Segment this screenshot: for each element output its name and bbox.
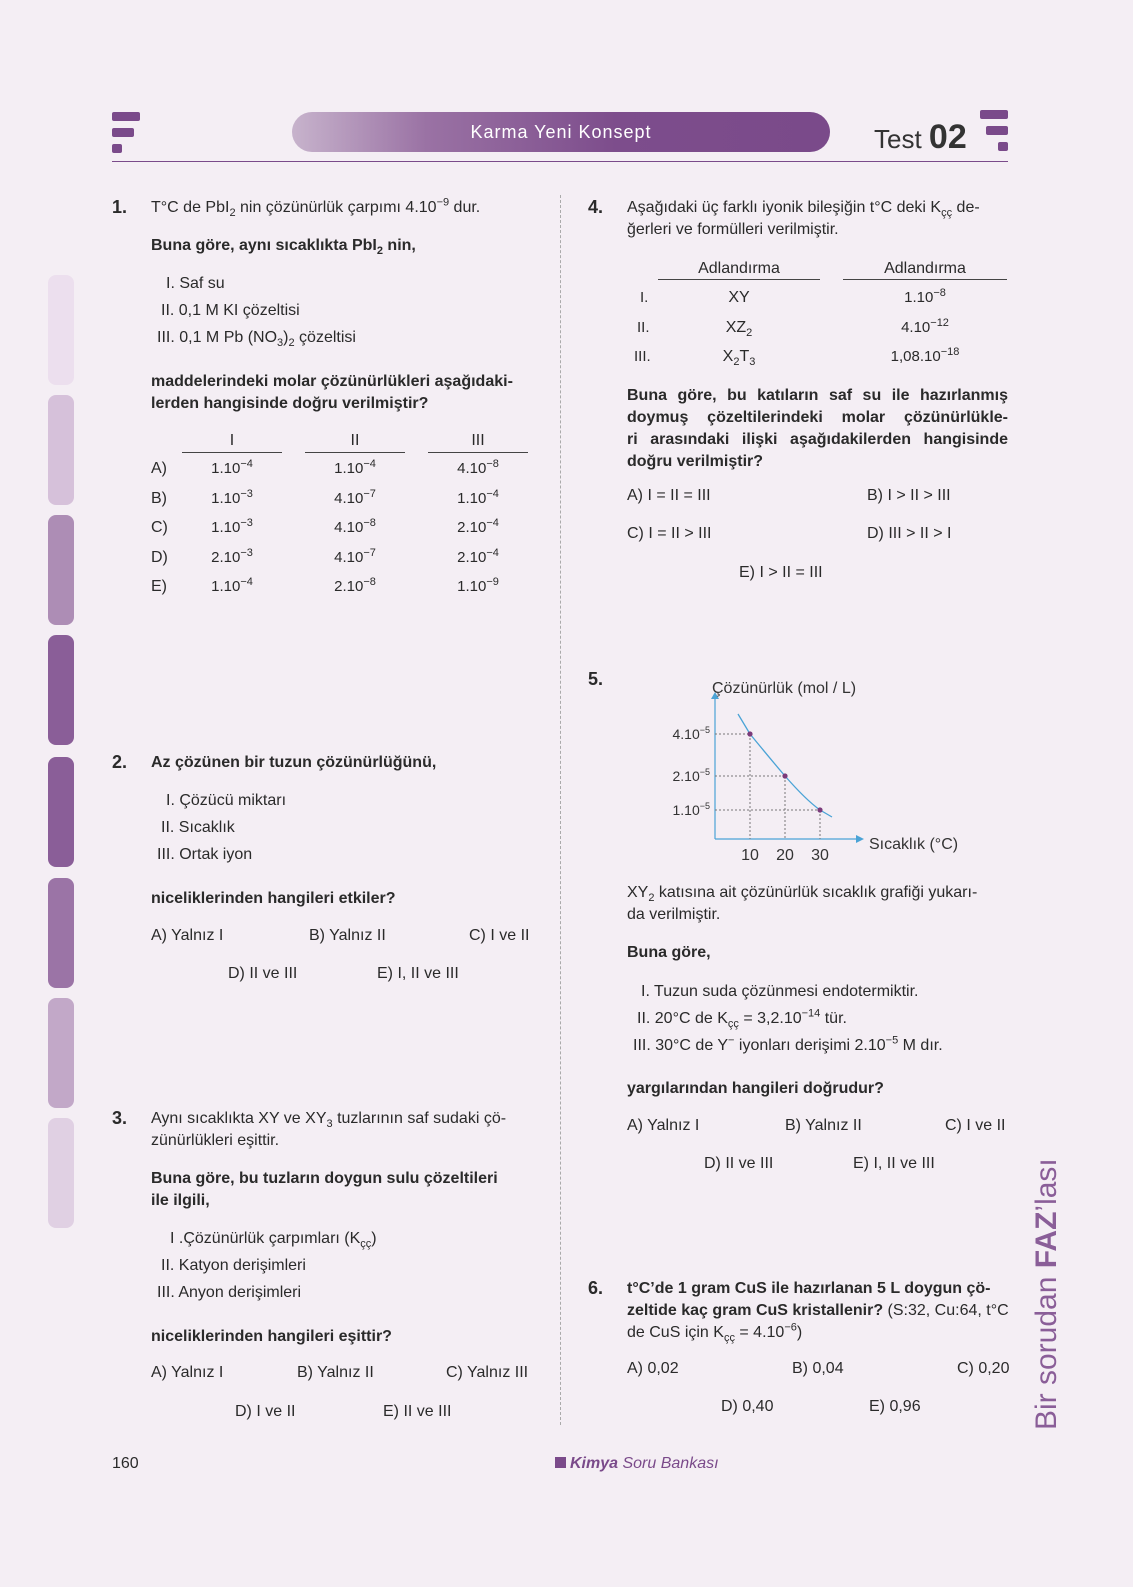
y-tick-exp: −5 [699,801,710,811]
q1-col-II: II [350,432,360,449]
left-header-mark [112,112,140,153]
q5-option-a[interactable]: A) Yalnız I [627,1117,700,1134]
q5-desc-sub: 2 [648,892,655,905]
q4-row-2-f1: 2 [746,327,753,340]
q1-cell [448,487,508,507]
q6-line3-a: de CuS için K [627,1324,724,1341]
q4-row-3-k [843,346,1007,368]
q1-cell-base: 1.10 [211,460,241,477]
q5-option-c[interactable]: C) I ve II [945,1117,1006,1134]
q1-stem-sub: 2 [229,207,236,220]
q1-item3-sub1: 3 [277,337,284,350]
q1-stem-c: dur. [449,199,481,216]
q1-cell [202,460,262,477]
q4-ask-3: ri arasındaki ilişki aşağıdakilerden hangisinde [627,431,1008,448]
q4-col-rule-1 [658,279,820,280]
q1-cell [448,546,508,566]
test-label [874,118,967,157]
x-tick-label: 20 [776,847,794,864]
q4-row-2-k-base: 4.10 [901,319,931,336]
q5-desc [627,882,977,904]
q1-cell-exp: −4 [363,458,376,470]
q4-row-1-formula: XY [728,289,750,306]
q5-item2-c: tür. [820,1010,847,1027]
q1-cell-base: 1.10 [211,519,241,536]
q1-cell [325,519,385,536]
q5-option-b[interactable]: B) Yalnız II [785,1117,862,1134]
q4-stem-line2: ğerleri ve formülleri verilmiştir. [627,221,839,238]
q6-line2-normal: (S:32, Cu:64, t°C [883,1302,1009,1319]
side-slogan-c: ’lası [1030,1158,1063,1212]
y-tick-base: 4.10 [672,726,700,742]
y-tick-exp: −5 [699,725,710,735]
footer-brand [555,1455,719,1473]
y-tick-label [672,801,710,818]
q4-stem-b: de- [952,199,980,216]
q4-row-2-label: II. [637,319,650,336]
q1-ask [151,235,416,257]
q6-line2 [627,1300,1009,1322]
q4-row-3-label: III. [634,348,651,365]
q3-item-3: III. Anyon derişimleri [157,1284,302,1301]
q4-row-2-k-exp: −12 [930,317,949,329]
q2-item-2: II. Sıcaklık [161,819,235,836]
q1-item3-sub2: 2 [288,337,295,350]
q2-option-d[interactable]: D) II ve III [228,965,298,982]
y-tick-label [672,725,710,742]
q1-cell [448,578,508,595]
q4-row-3-f0: X [722,348,734,365]
data-point [747,731,752,736]
q1-cell-exp: −4 [486,546,499,559]
q1-cell [202,546,262,566]
q5-item3-sup1: − [728,1034,735,1047]
q4-row-3-f2: T [739,348,750,365]
q1-stem-sup: −9 [436,196,450,209]
q3-ask2: niceliklerinden hangileri eşittir? [151,1328,392,1345]
q1-cell-exp: −4 [240,576,253,588]
q1-cell-base: 4.10 [334,548,364,566]
footer-brand-a: Kimya [570,1455,619,1472]
q6-line2-bold: zeltide kaç gram CuS kristallenir? [627,1302,884,1319]
data-point [782,773,787,778]
q6-option-c[interactable]: C) 0,20 [957,1360,1010,1377]
q1-ask-a: Buna göre, aynı sıcaklıkta PbI [151,237,377,254]
q1-cell [325,578,385,595]
q2-number: 2. [112,752,128,772]
q1-item-2: II. 0,1 M KI çözeltisi [161,302,300,319]
q1-ask2-line1: maddelerindeki molar çözünürlükleri aşağıdaki- [151,373,513,390]
q1-cell-base: 1.10 [457,489,487,507]
q5-item-3 [633,1035,943,1057]
side-slogan [1030,1158,1064,1430]
q4-number: 4. [588,197,604,217]
q1-cell-base: 1.10 [457,578,487,595]
q1-item-1: I. Saf su [166,275,225,292]
q1-cell [202,578,262,595]
q1-item3-b: ) [283,329,289,346]
q1-cell-exp: −9 [486,576,499,588]
q4-option-e[interactable]: E) I > II = III [739,564,823,581]
q5-item-2 [637,1008,847,1030]
q1-stem [151,197,480,219]
q5-item2-sub: çç [727,1018,739,1031]
q5-desc-line2: da verilmiştir. [627,906,721,923]
q4-row-1-k [843,287,1007,309]
q1-number: 1. [112,197,128,217]
q1-cell [202,519,262,536]
q3-option-a[interactable]: A) Yalnız I [151,1364,224,1381]
q1-cell-base: 1.10 [211,578,241,595]
q1-item3-a: III. 0,1 M Pb (NO [157,329,278,346]
q4-ask-2: doymuş çözeltilerindeki molar çözünürlükle- [627,409,1008,426]
q6-option-a[interactable]: A) 0,02 [627,1360,679,1377]
q2-ask: niceliklerinden hangileri etkiler? [151,890,396,907]
q1-cell-exp: −8 [363,576,376,588]
q3-option-d[interactable]: D) I ve II [235,1403,296,1420]
data-point [817,807,822,812]
q3-ask-line2: ile ilgili, [151,1192,210,1209]
q3-stem [151,1108,506,1130]
q4-row-3-k-exp: −18 [940,346,960,358]
q1-option-a[interactable]: A) [151,460,167,477]
q2-item-3: III. Ortak iyon [157,846,253,863]
q2-option-b[interactable]: B) Yalnız II [309,927,386,944]
q3-item-2: II. Katyon derişimleri [161,1257,306,1274]
x-axis-arrow [856,835,864,843]
q3-stem-sub: 3 [326,1118,333,1131]
q1-cell [325,487,385,507]
side-tab-1 [48,275,74,385]
q5-item2-sup: −14 [801,1007,821,1020]
q1-item3-c: çözeltisi [294,329,356,346]
q5-chart [640,670,1000,870]
q1-cell [448,460,508,477]
q1-cell-base: 4.10 [457,460,487,477]
q1-cell-base: 1.10 [211,489,241,507]
q3-stem-line2: zünürlükleri eşittir. [151,1132,280,1149]
q1-ask-sub: 2 [376,245,383,258]
side-slogan-a: Bir sorudan [1030,1268,1063,1430]
x-tick-label: 30 [811,847,829,864]
q1-cell-exp: −4 [240,458,253,470]
q5-desc-b: katısına ait çözünürlük sıcaklık grafiği yukarı- [654,884,978,901]
q1-cell-base: 2.10 [457,548,487,566]
q1-cell-base: 2.10 [457,519,487,536]
q4-row-3-f1: 2 [733,356,740,369]
q1-col-I: I [229,432,235,449]
q1-col-rule-1 [182,452,282,453]
q4-row-2-formula [658,317,820,339]
y-tick-base: 2.10 [672,768,700,784]
q1-ask2-line2: lerden hangisinde doğru verilmiştir? [151,395,429,412]
q4-row-1-label: I. [640,289,649,306]
q1-stem-b: nin çözünürlük çarpımı 4.10 [235,199,437,216]
footer-square-icon [555,1457,566,1468]
q4-col-rule-2 [843,279,1007,280]
q3-item1-a: I .Çözünürlük çarpımları (K [170,1230,361,1247]
q1-cell-base: 2.10 [334,578,364,595]
q4-option-a[interactable]: A) I = II = III [627,487,711,504]
q5-ask2: yargılarından hangileri doğrudur? [627,1080,884,1097]
q4-row-3-f3: 3 [749,356,756,369]
y-tick-exp: −5 [699,767,710,777]
q5-item3-a: III. 30°C de Y [633,1037,729,1054]
q4-option-d[interactable]: D) III > II > I [867,525,952,542]
q1-option-b[interactable]: B) [151,489,167,507]
q1-ask-b: nin, [382,237,416,254]
q3-option-e[interactable]: E) II ve III [383,1403,452,1420]
q3-stem-b: tuzlarının saf sudaki çö- [332,1110,507,1127]
q1-cell [202,487,262,507]
q2-stem: Az çözünen bir tuzun çözünürlüğünü, [151,754,437,771]
side-tab-6 [48,878,74,988]
q4-row-2-f0: XZ [725,319,747,336]
q5-option-d[interactable]: D) II ve III [704,1155,774,1172]
q4-col-2: Adlandırma [884,260,966,277]
header-rule [112,161,1008,162]
q6-line3-sub: çç [723,1332,735,1345]
q1-cell-base: 1.10 [334,460,364,477]
q6-line3-b: = 4.10 [734,1324,785,1341]
q4-row-3-formula [658,346,820,368]
q1-col-rule-2 [305,452,405,453]
test-word: Test [874,124,922,154]
q1-cell-exp: −8 [363,517,376,529]
q4-row-3-k-base: 1,08.10 [890,348,941,365]
q6-line3 [627,1322,802,1344]
q1-cell-exp: −8 [486,458,499,470]
q5-item2-a: II. 20°C de K [637,1010,728,1027]
side-tab-5 [48,757,74,867]
q2-option-e[interactable]: E) I, II ve III [377,965,459,982]
q3-stem-a: Aynı sıcaklıkta XY ve XY [151,1110,327,1127]
page-number: 160 [112,1455,139,1472]
q1-cell-exp: −3 [240,517,253,529]
side-tab-2 [48,395,74,505]
q2-item-1: I. Çözücü miktarı [166,792,287,809]
q6-line3-c: ) [796,1324,803,1341]
q6-option-e[interactable]: E) 0,96 [869,1398,921,1415]
side-tab-4 [48,635,74,745]
right-header-mark [980,110,1008,151]
q5-item3-c: M dır. [898,1037,943,1054]
q4-option-c[interactable]: C) I = II > III [627,525,712,542]
q1-stem-a: T°C de PbI [151,199,230,216]
x-tick-label: 10 [741,847,759,864]
q1-cell-base: 2.10 [211,548,241,566]
q5-item3-b: iyonları derişimi 2.10 [734,1037,886,1054]
q3-ask-line1: Buna göre, bu tuzların doygun sulu çözeltileri [151,1170,498,1187]
q1-col-III: III [471,432,485,449]
y-tick-base: 1.10 [672,802,700,818]
q4-col-1: Adlandırma [698,260,780,277]
q3-option-b[interactable]: B) Yalnız II [297,1364,374,1381]
q1-cell [448,519,508,536]
q3-option-c[interactable]: C) Yalnız III [446,1364,529,1381]
q1-item-3 [157,327,356,349]
q5-item-1: I. Tuzun suda çözünmesi endotermiktir. [641,983,919,1000]
q4-row-1-k-exp: −8 [933,287,946,299]
q3-item1-sub: çç [360,1238,372,1251]
side-tab-8 [48,1118,74,1228]
q1-cell-exp: −4 [486,487,499,500]
q4-row-1-k-base: 1.10 [904,289,934,306]
y-tick-label [672,767,710,784]
y-axis-label: Çözünürlük (mol / L) [712,680,857,697]
q3-number: 3. [112,1108,128,1128]
q3-item1-b: ) [371,1230,377,1247]
q3-item-1 [170,1228,377,1250]
q5-number: 5. [588,669,604,689]
q1-cell-exp: −3 [240,546,253,559]
q1-option-c[interactable]: C) [151,519,168,536]
q2-option-a[interactable]: A) Yalnız I [151,927,224,944]
q1-cell-exp: −7 [363,546,376,559]
q1-col-rule-3 [428,452,528,453]
q1-option-e[interactable]: E) [151,578,167,595]
header-banner-text: Karma Yeni Konsept [470,122,652,142]
q1-cell-exp: −4 [486,517,499,529]
side-tab-3 [48,515,74,625]
q4-stem [627,197,980,219]
q1-cell-exp: −7 [363,487,376,500]
q6-line1: t°C’de 1 gram CuS ile hazırlanan 5 L doygun çö- [627,1280,991,1297]
q4-row-2-k [843,317,1007,339]
q4-ask-4: doğru verilmiştir? [627,453,764,470]
test-number: 02 [928,118,967,156]
q4-option-b[interactable]: B) I > II > III [867,487,951,504]
column-divider [560,195,561,1425]
side-tab-7 [48,998,74,1108]
q5-desc-a: XY [627,884,649,901]
q2-option-c[interactable]: C) I ve II [469,927,530,944]
q1-option-d[interactable]: D) [151,548,168,566]
q4-ask-1: Buna göre, bu katıların saf su ile hazırlanmış [627,387,1008,404]
q6-option-d[interactable]: D) 0,40 [721,1398,774,1415]
q5-option-e[interactable]: E) I, II ve III [853,1155,935,1172]
q1-cell [325,460,385,477]
footer-brand-b: Soru Bankası [622,1455,719,1472]
q5-ask: Buna göre, [627,944,711,961]
q4-stem-a: Aşağıdaki üç farklı iyonik bileşiğin t°C deki K [627,199,942,216]
q6-line3-sup: −6 [784,1321,797,1334]
q5-item2-b: = 3,2.10 [738,1010,802,1027]
q1-cell-base: 4.10 [334,489,364,507]
side-slogan-b: FAZ [1030,1211,1063,1269]
q5-item3-sup2: −5 [885,1034,899,1047]
q6-number: 6. [588,1278,604,1298]
q1-cell-exp: −3 [240,487,253,500]
q4-stem-sub: çç [941,207,953,220]
x-axis-label: Sıcaklık (°C) [869,836,959,853]
q1-cell-base: 4.10 [334,519,364,536]
q1-cell [325,546,385,566]
q6-option-b[interactable]: B) 0,04 [792,1360,844,1377]
